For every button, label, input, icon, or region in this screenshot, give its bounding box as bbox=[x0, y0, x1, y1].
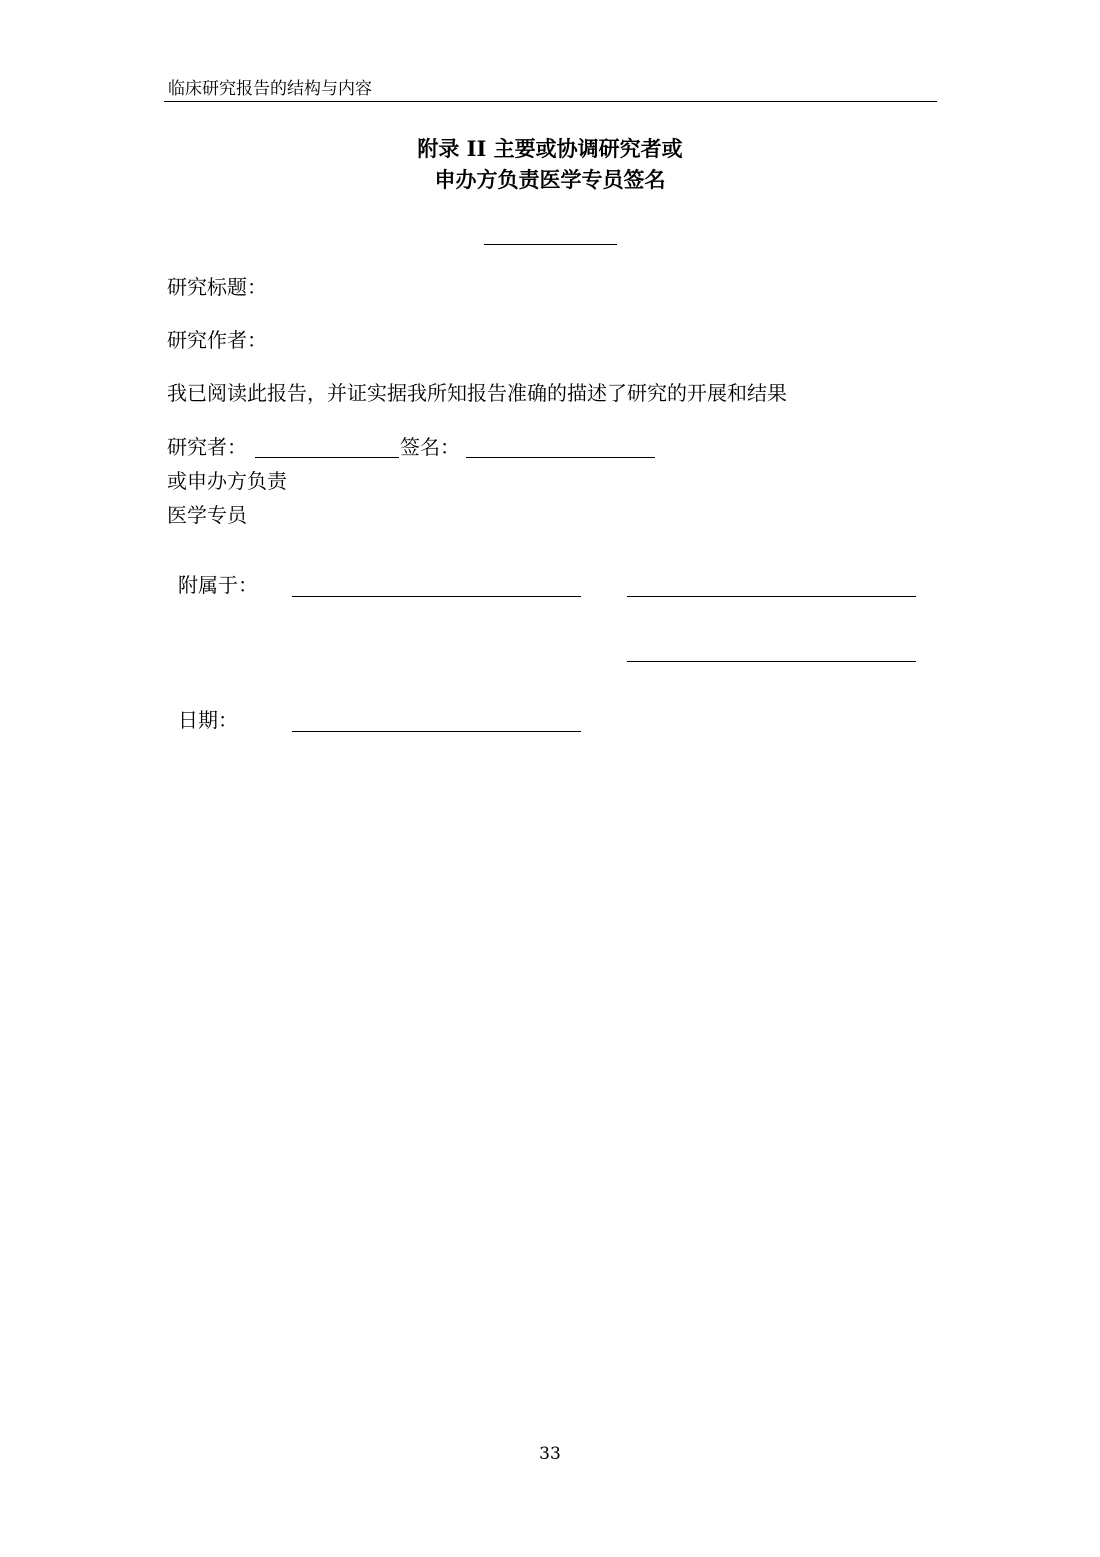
investigator-name-line[interactable] bbox=[255, 457, 399, 458]
affiliation-line-2[interactable] bbox=[627, 596, 916, 597]
affiliation-line-3[interactable] bbox=[627, 661, 916, 662]
date-line[interactable] bbox=[292, 731, 581, 732]
page-number: 33 bbox=[539, 1444, 561, 1464]
affiliation-line-1[interactable] bbox=[292, 596, 581, 597]
signature-line[interactable] bbox=[466, 457, 655, 458]
header-rule bbox=[164, 101, 937, 102]
study-authors-label: 研究作者： bbox=[167, 328, 267, 352]
title-divider bbox=[484, 244, 617, 245]
appendix-title-line-1: 附录 II 主要或协调研究者或 bbox=[417, 136, 683, 161]
running-header: 临床研究报告的结构与内容 bbox=[168, 79, 372, 99]
or-sponsor-label: 或申办方负责 bbox=[167, 469, 287, 493]
study-title-label: 研究标题： bbox=[167, 275, 267, 299]
appendix-title-line-2: 申办方负责医学专员签名 bbox=[434, 167, 666, 192]
affiliation-label: 附属于： bbox=[178, 573, 258, 597]
attestation-statement: 我已阅读此报告，并证实据我所知报告准确的描述了研究的开展和结果 bbox=[167, 381, 787, 405]
medical-officer-label: 医学专员 bbox=[167, 503, 247, 527]
investigator-label: 研究者： bbox=[167, 435, 247, 459]
date-label: 日期： bbox=[178, 708, 238, 732]
signature-label: 签名： bbox=[400, 435, 460, 459]
